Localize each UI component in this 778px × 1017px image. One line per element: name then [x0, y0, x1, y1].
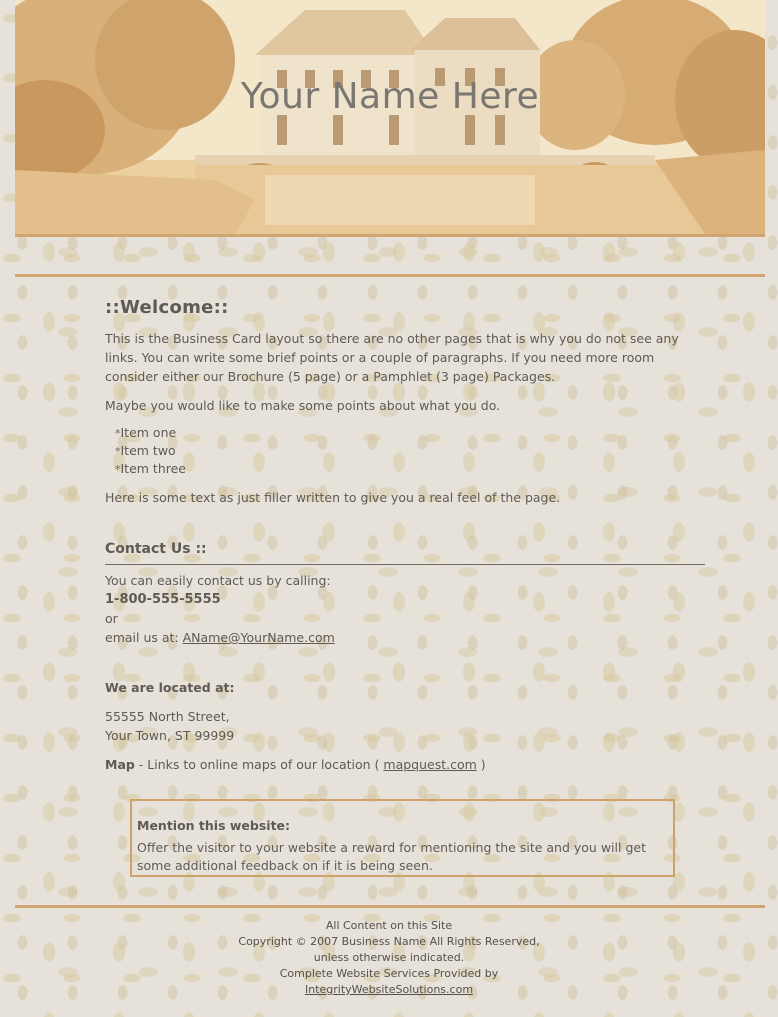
list-item-label: Item one	[120, 425, 177, 440]
contact-heading: Contact Us ::	[105, 540, 705, 565]
footer-line-3: unless otherwise indicated.	[313, 951, 465, 964]
footer-provider-link[interactable]: IntegrityWebsiteSolutions.com	[304, 983, 474, 996]
mapquest-link[interactable]: mapquest.com	[383, 757, 477, 772]
site-title: Your Name Here	[240, 76, 540, 117]
footer-line-1: All Content on this Site	[325, 919, 453, 932]
footer	[0, 918, 778, 998]
bullet-star-icon: *	[115, 445, 121, 458]
divider-top	[15, 274, 765, 277]
welcome-heading: ::Welcome::	[105, 297, 229, 318]
map-line	[105, 755, 705, 774]
address-line-1: 55555 North Street,	[105, 709, 230, 724]
footer-line-2: Copyright © 2007 Business Name All Rights Reserved,	[238, 935, 540, 948]
map-text: - Links to online maps of our location (	[134, 757, 384, 772]
welcome-paragraph-3: Here is some text as just filler written to give you a real feel of the page.	[105, 490, 561, 505]
mention-title: Mention this website:	[137, 818, 291, 833]
list-item	[115, 442, 705, 460]
item-list	[105, 424, 705, 478]
bullet-star-icon: *	[115, 463, 121, 476]
contact-or: or	[105, 611, 118, 626]
contact-call-text: You can easily contact us by calling:	[105, 573, 331, 588]
map-label: Map	[105, 757, 135, 772]
location-heading: We are located at:	[105, 680, 235, 695]
contact-email-line	[105, 628, 705, 647]
mention-box	[130, 799, 675, 877]
list-item	[115, 424, 705, 442]
footer-line-4: Complete Website Services Provided by	[279, 967, 499, 980]
address-line-2: Your Town, ST 99999	[105, 728, 235, 743]
mention-text: Offer the visitor to your website a reward for mentioning the site and you will get some additional feedback on if it is being seen.	[137, 840, 646, 873]
contact-phone: 1-800-555-5555	[105, 592, 221, 607]
main-content	[105, 298, 705, 774]
list-item-label: Item three	[120, 461, 186, 476]
list-item	[115, 460, 705, 478]
divider-bottom	[15, 905, 765, 908]
manor-house-illustration	[15, 0, 765, 234]
map-suffix: )	[476, 757, 486, 772]
welcome-paragraph-1: This is the Business Card layout so there are no other pages that is why you do not see any links. You can write some brief points or a couple of paragraphs. If you need more room consider either our Brochure (5 page) or a Pamphlet (3 page) Packages.	[105, 331, 679, 384]
email-link[interactable]: AName@YourName.com	[182, 630, 335, 645]
welcome-paragraph-2: Maybe you would like to make some points about what you do.	[105, 398, 501, 413]
email-prefix: email us at:	[105, 630, 183, 645]
bullet-star-icon: *	[115, 427, 121, 440]
header-banner	[15, 0, 765, 237]
list-item-label: Item two	[120, 443, 176, 458]
